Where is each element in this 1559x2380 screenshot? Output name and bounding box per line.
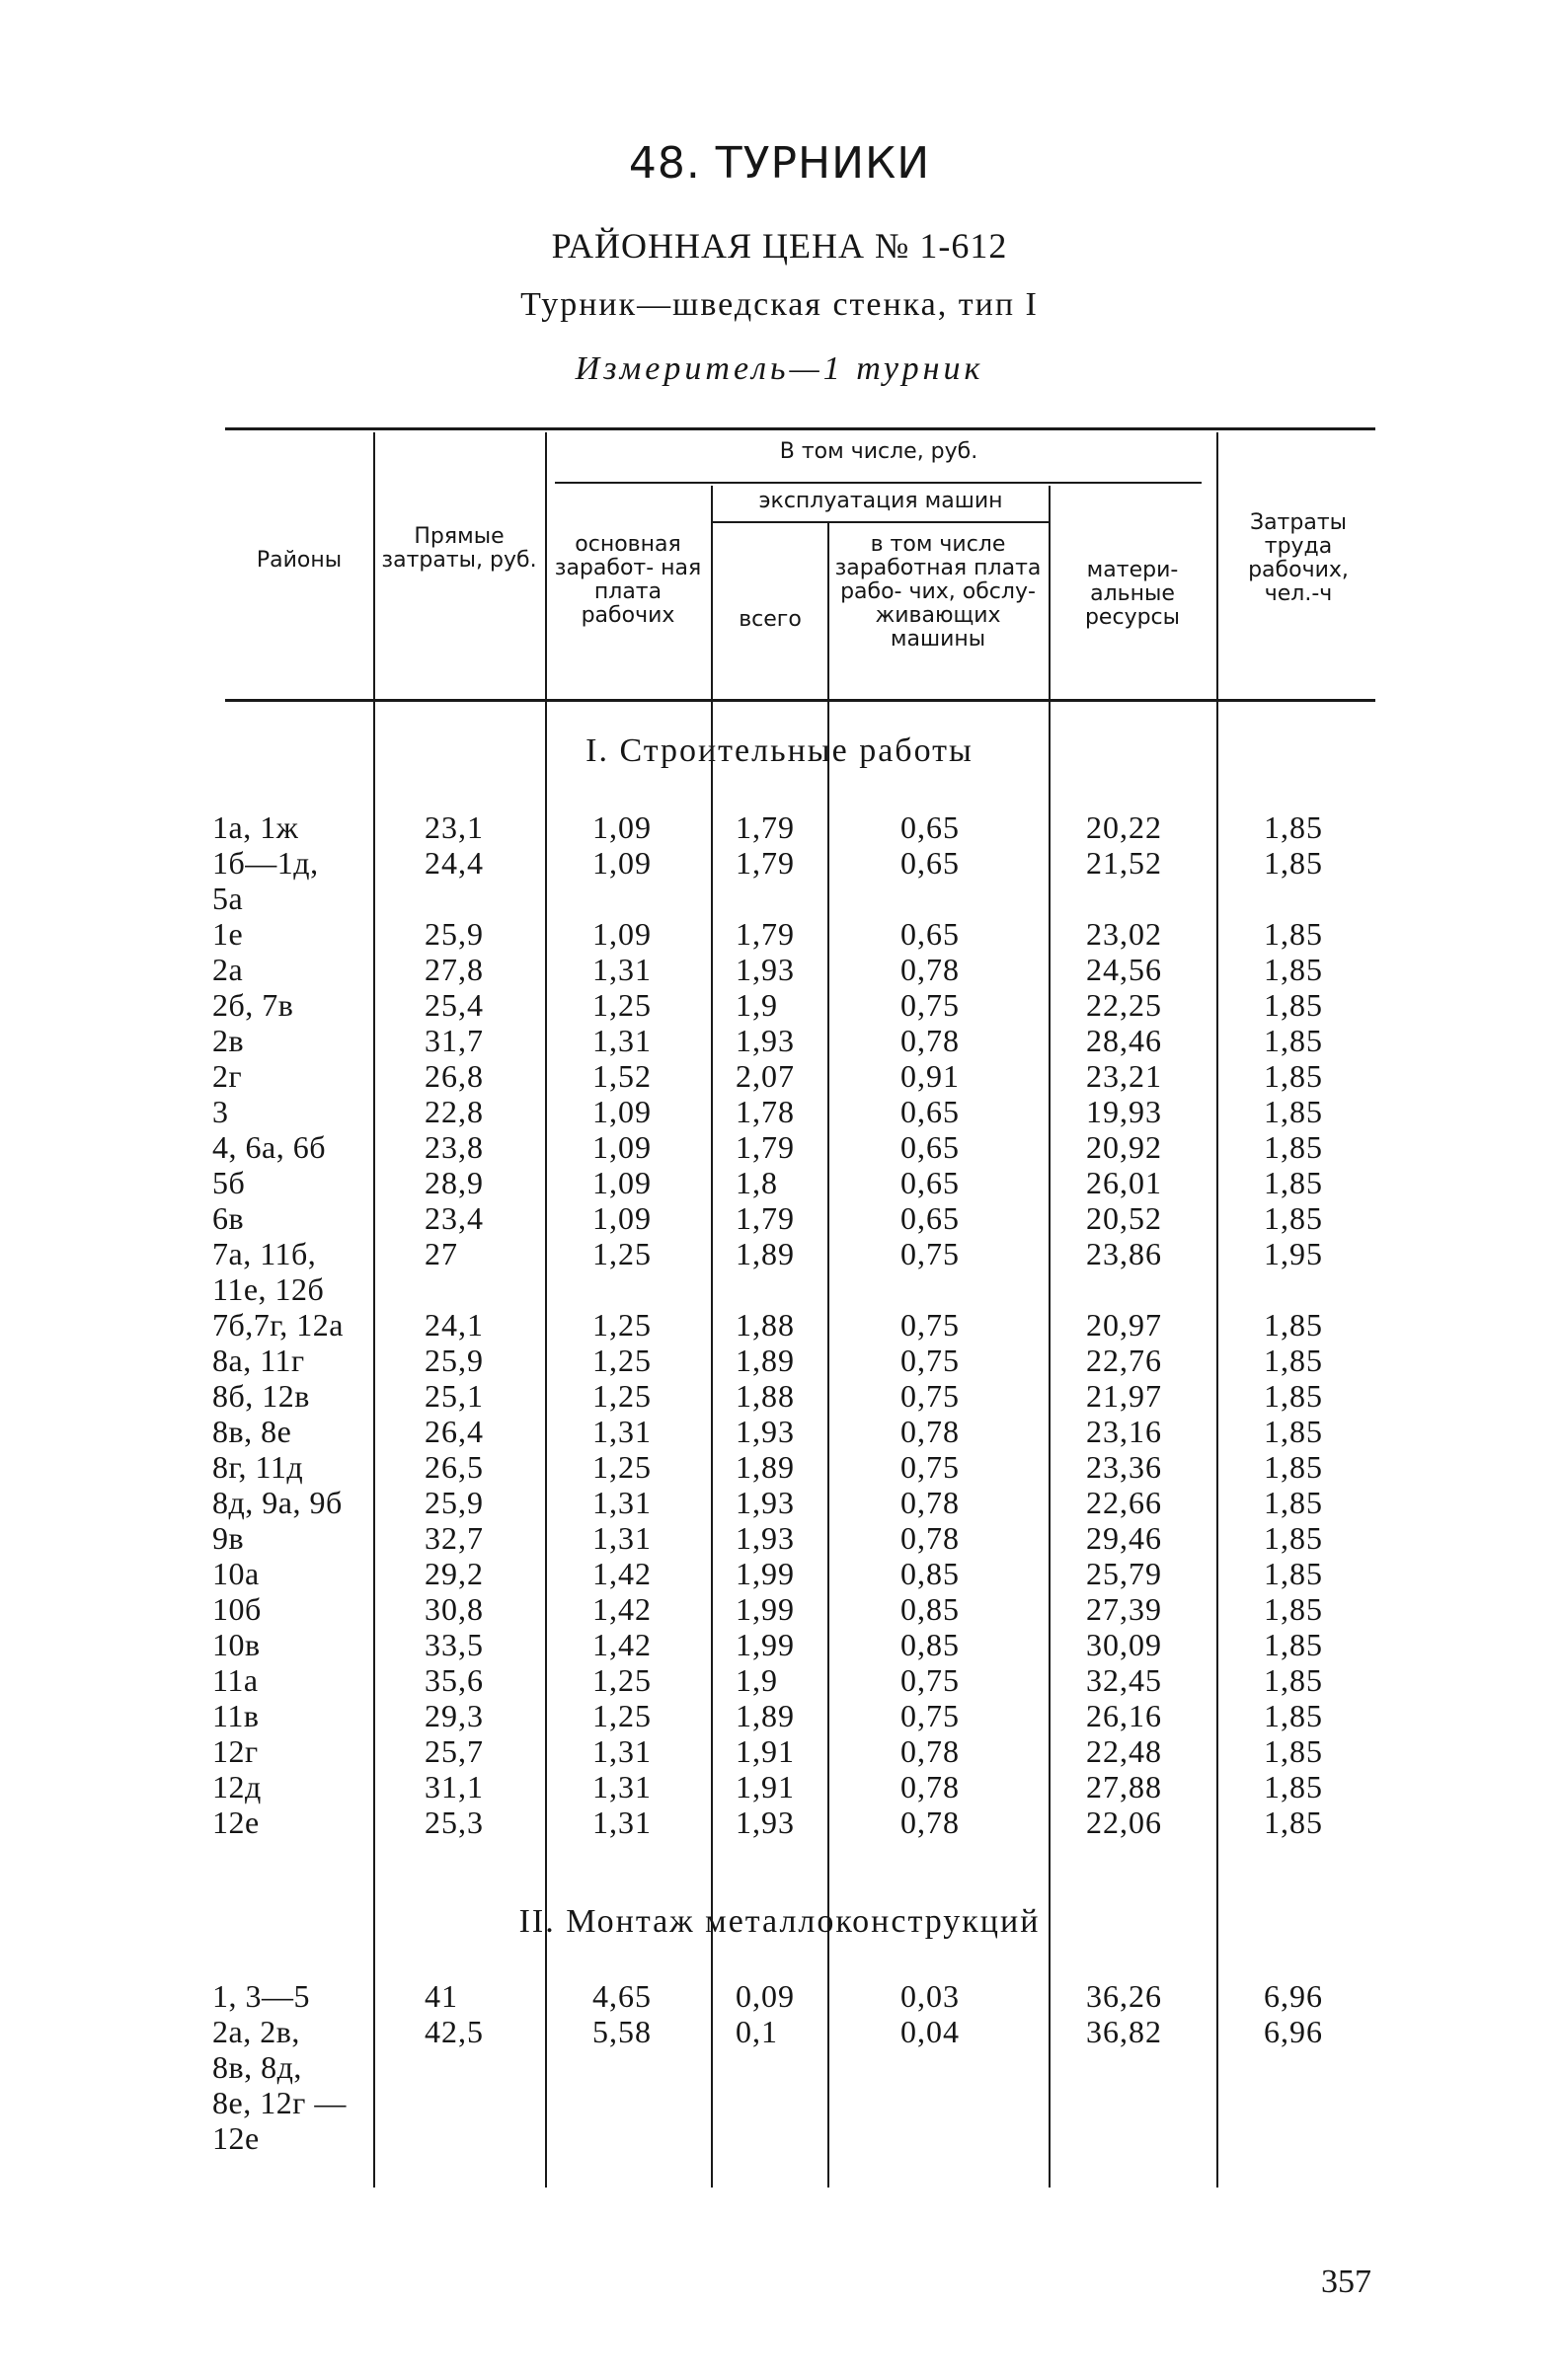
direct-cost-cell: 25,7 [425, 1733, 484, 1769]
region-cell: 9в [212, 1520, 245, 1556]
materials-cell: 32,45 [1086, 1662, 1162, 1698]
machines-total-cell: 1,79 [736, 916, 795, 952]
machines-total-cell: 1,9 [736, 987, 778, 1023]
unit-of-measure: Измеритель—1 турник [575, 350, 984, 387]
base-wage-cell: 1,31 [592, 1520, 652, 1556]
header-machines-wage: в том числе заработная плата рабо- чих, обслу- живающих машины [834, 532, 1042, 652]
labor-cell: 1,85 [1264, 1378, 1323, 1414]
machines-total-cell: 1,99 [736, 1591, 795, 1627]
region-cell: 5б [212, 1165, 246, 1200]
machines-wage-cell: 0,75 [900, 987, 960, 1023]
machines-total-cell: 1,79 [736, 845, 795, 881]
machines-total-cell: 1,93 [736, 952, 795, 987]
direct-cost-cell: 25,3 [425, 1804, 484, 1840]
direct-cost-cell: 28,9 [425, 1165, 484, 1200]
machines-wage-cell: 0,65 [900, 1094, 960, 1129]
direct-cost-cell: 23,1 [425, 809, 484, 845]
base-wage-cell: 1,31 [592, 952, 652, 987]
machines-total-cell: 1,91 [736, 1733, 795, 1769]
region-cell: 2б, 7в [212, 987, 294, 1023]
machines-wage-cell: 0,85 [900, 1591, 960, 1627]
labor-cell: 1,85 [1264, 952, 1323, 987]
base-wage-cell: 1,25 [592, 987, 652, 1023]
base-wage-cell: 1,25 [592, 1662, 652, 1698]
direct-cost-cell: 29,2 [425, 1556, 484, 1591]
direct-cost-cell: 25,9 [425, 1485, 484, 1520]
base-wage-cell: 1,09 [592, 809, 652, 845]
direct-cost-cell: 26,4 [425, 1414, 484, 1449]
region-cell: 8д, 9а, 9б [212, 1485, 343, 1520]
page-number: 357 [1321, 2264, 1371, 2300]
machines-total-cell: 1,79 [736, 1200, 795, 1236]
region-cell: 7б,7г, 12а [212, 1307, 344, 1343]
machines-wage-cell: 0,65 [900, 916, 960, 952]
labor-cell: 6,96 [1264, 2014, 1323, 2049]
direct-cost-cell: 25,1 [425, 1378, 484, 1414]
labor-cell: 1,85 [1264, 1556, 1323, 1591]
region-cell: 11в [212, 1698, 260, 1733]
labor-cell: 1,85 [1264, 1698, 1323, 1733]
region-cell: 1а, 1ж [212, 809, 299, 845]
direct-cost-cell: 22,8 [425, 1094, 484, 1129]
materials-cell: 20,22 [1086, 809, 1162, 845]
labor-cell: 1,85 [1264, 1804, 1323, 1840]
materials-cell: 30,09 [1086, 1627, 1162, 1662]
materials-cell: 23,21 [1086, 1058, 1162, 1094]
region-cell: 4, 6а, 6б [212, 1129, 326, 1165]
region-cell: 1е [212, 916, 244, 952]
labor-cell: 1,85 [1264, 1200, 1323, 1236]
machines-wage-cell: 0,65 [900, 845, 960, 881]
materials-cell: 27,39 [1086, 1591, 1162, 1627]
region-cell: 11а [212, 1662, 259, 1698]
header-machines-total: всего [739, 607, 802, 632]
machines-wage-cell: 0,85 [900, 1556, 960, 1591]
machines-wage-cell: 0,75 [900, 1662, 960, 1698]
base-wage-cell: 1,09 [592, 1200, 652, 1236]
base-wage-cell: 1,25 [592, 1449, 652, 1485]
machines-wage-cell: 0,75 [900, 1343, 960, 1378]
labor-cell: 1,85 [1264, 1058, 1323, 1094]
direct-cost-cell: 23,8 [425, 1129, 484, 1165]
machines-total-cell: 1,93 [736, 1414, 795, 1449]
header-labor: Затраты труда рабочих, чел.-ч [1248, 510, 1349, 606]
direct-cost-cell: 35,6 [425, 1662, 484, 1698]
machines-wage-cell: 0,78 [900, 1520, 960, 1556]
base-wage-cell: 1,09 [592, 845, 652, 881]
direct-cost-cell: 26,8 [425, 1058, 484, 1094]
machines-wage-cell: 0,78 [900, 1023, 960, 1058]
machines-total-cell: 1,89 [736, 1236, 795, 1271]
labor-cell: 1,95 [1264, 1236, 1323, 1271]
base-wage-cell: 1,09 [592, 916, 652, 952]
region-cell: 2а, 2в, 8в, 8д, 8е, 12г — 12е [212, 2014, 347, 2156]
region-cell: 8г, 11д [212, 1449, 304, 1485]
base-wage-cell: 1,42 [592, 1627, 652, 1662]
region-cell: 1б—1д, 5а [212, 845, 319, 916]
base-wage-cell: 1,25 [592, 1236, 652, 1271]
direct-cost-cell: 25,4 [425, 987, 484, 1023]
direct-cost-cell: 26,5 [425, 1449, 484, 1485]
region-cell: 2в [212, 1023, 245, 1058]
region-cell: 10а [212, 1556, 260, 1591]
labor-cell: 1,85 [1264, 1591, 1323, 1627]
header-direct-costs: Прямые затраты, руб. [381, 524, 537, 573]
direct-cost-cell: 27 [425, 1236, 458, 1271]
region-cell: 1, 3—5 [212, 1978, 310, 2014]
direct-cost-cell: 30,8 [425, 1591, 484, 1627]
machines-total-cell: 1,89 [736, 1343, 795, 1378]
labor-cell: 6,96 [1264, 1978, 1323, 2014]
machines-total-cell: 2,07 [736, 1058, 795, 1094]
base-wage-cell: 1,25 [592, 1378, 652, 1414]
direct-cost-cell: 33,5 [425, 1627, 484, 1662]
machines-total-cell: 1,78 [736, 1094, 795, 1129]
header-bottom-rule [225, 699, 1375, 702]
materials-cell: 21,52 [1086, 845, 1162, 881]
materials-cell: 22,06 [1086, 1804, 1162, 1840]
base-wage-cell: 4,65 [592, 1978, 652, 2014]
materials-cell: 22,25 [1086, 987, 1162, 1023]
labor-cell: 1,85 [1264, 1307, 1323, 1343]
region-cell: 8б, 12в [212, 1378, 310, 1414]
machines-wage-cell: 0,78 [900, 1414, 960, 1449]
labor-cell: 1,85 [1264, 1520, 1323, 1556]
labor-cell: 1,85 [1264, 1627, 1323, 1662]
region-cell: 6в [212, 1200, 245, 1236]
labor-cell: 1,85 [1264, 1023, 1323, 1058]
labor-cell: 1,85 [1264, 916, 1323, 952]
labor-cell: 1,85 [1264, 1449, 1323, 1485]
materials-cell: 23,36 [1086, 1449, 1162, 1485]
header-regions: Районы [256, 548, 343, 573]
labor-cell: 1,85 [1264, 1485, 1323, 1520]
region-cell: 7а, 11б, 11е, 12б [212, 1236, 325, 1307]
materials-cell: 26,16 [1086, 1698, 1162, 1733]
machines-total-cell: 1,88 [736, 1307, 795, 1343]
base-wage-cell: 1,25 [592, 1343, 652, 1378]
base-wage-cell: 1,25 [592, 1698, 652, 1733]
base-wage-cell: 1,31 [592, 1733, 652, 1769]
base-wage-cell: 1,52 [592, 1058, 652, 1094]
base-wage-cell: 1,31 [592, 1485, 652, 1520]
machines-wage-cell: 0,65 [900, 809, 960, 845]
direct-cost-cell: 24,4 [425, 845, 484, 881]
materials-cell: 25,79 [1086, 1556, 1162, 1591]
header-base-wage: основная заработ- ная плата рабочих [554, 532, 702, 628]
region-cell: 2г [212, 1058, 243, 1094]
region-cell: 10б [212, 1591, 262, 1627]
section-metal-installation: II. Монтаж металлоконструкций [518, 1903, 1041, 1940]
header-machine-operation: эксплуатация машин [758, 489, 1003, 513]
machines-wage-cell: 0,65 [900, 1129, 960, 1165]
machines-wage-cell: 0,75 [900, 1698, 960, 1733]
machines-total-cell: 1,93 [736, 1485, 795, 1520]
labor-cell: 1,85 [1264, 1733, 1323, 1769]
machines-total-cell: 1,89 [736, 1698, 795, 1733]
section-title: 48. ТУРНИКИ [628, 138, 931, 189]
region-cell: 2а [212, 952, 244, 987]
direct-cost-cell: 27,8 [425, 952, 484, 987]
machines-wage-cell: 0,78 [900, 1733, 960, 1769]
materials-cell: 23,16 [1086, 1414, 1162, 1449]
machines-total-cell: 1,8 [736, 1165, 778, 1200]
labor-cell: 1,85 [1264, 1662, 1323, 1698]
machines-total-cell: 1,91 [736, 1769, 795, 1804]
price-number: РАЙОННАЯ ЦЕНА № 1-612 [551, 226, 1008, 266]
machines-wage-cell: 0,75 [900, 1307, 960, 1343]
machines-wage-cell: 0,78 [900, 1804, 960, 1840]
machines-total-cell: 0,09 [736, 1978, 795, 2014]
item-name: Турник—шведская стенка, тип I [520, 286, 1039, 323]
labor-cell: 1,85 [1264, 1769, 1323, 1804]
machines-total-cell: 1,99 [736, 1556, 795, 1591]
header-materials: матери- альные ресурсы [1084, 558, 1181, 630]
direct-cost-cell: 24,1 [425, 1307, 484, 1343]
materials-cell: 29,46 [1086, 1520, 1162, 1556]
machines-total-cell: 1,89 [736, 1449, 795, 1485]
region-cell: 12г [212, 1733, 259, 1769]
labor-cell: 1,85 [1264, 1094, 1323, 1129]
machines-total-cell: 1,88 [736, 1378, 795, 1414]
machines-wage-cell: 0,91 [900, 1058, 960, 1094]
materials-cell: 36,26 [1086, 1978, 1162, 2014]
table-top-rule [225, 427, 1375, 430]
region-cell: 3 [212, 1094, 229, 1129]
base-wage-cell: 1,31 [592, 1804, 652, 1840]
region-cell: 12е [212, 1804, 260, 1840]
machines-wage-cell: 0,03 [900, 1978, 960, 2014]
machines-wage-cell: 0,04 [900, 2014, 960, 2049]
direct-cost-cell: 25,9 [425, 916, 484, 952]
machines-total-cell: 1,93 [736, 1804, 795, 1840]
machines-total-cell: 1,99 [736, 1627, 795, 1662]
machines-total-cell: 0,1 [736, 2014, 778, 2049]
section-construction-works: I. Строительные работы [585, 732, 974, 769]
machines-wage-cell: 0,75 [900, 1378, 960, 1414]
labor-cell: 1,85 [1264, 845, 1323, 881]
base-wage-cell: 1,09 [592, 1094, 652, 1129]
machines-total-cell: 1,93 [736, 1520, 795, 1556]
region-cell: 10в [212, 1627, 261, 1662]
base-wage-cell: 5,58 [592, 2014, 652, 2049]
labor-cell: 1,85 [1264, 1129, 1323, 1165]
labor-cell: 1,85 [1264, 1414, 1323, 1449]
region-cell: 8в, 8е [212, 1414, 292, 1449]
labor-cell: 1,85 [1264, 1165, 1323, 1200]
machines-wage-cell: 0,78 [900, 1769, 960, 1804]
materials-cell: 26,01 [1086, 1165, 1162, 1200]
including-rule [555, 482, 1202, 484]
direct-cost-cell: 25,9 [425, 1343, 484, 1378]
machines-total-cell: 1,93 [736, 1023, 795, 1058]
machines-wage-cell: 0,65 [900, 1200, 960, 1236]
materials-cell: 24,56 [1086, 952, 1162, 987]
labor-cell: 1,85 [1264, 809, 1323, 845]
machines-wage-cell: 0,78 [900, 952, 960, 987]
machines-total-cell: 1,9 [736, 1662, 778, 1698]
direct-cost-cell: 42,5 [425, 2014, 484, 2049]
materials-cell: 23,02 [1086, 916, 1162, 952]
materials-cell: 28,46 [1086, 1023, 1162, 1058]
base-wage-cell: 1,31 [592, 1414, 652, 1449]
materials-cell: 19,93 [1086, 1094, 1162, 1129]
materials-cell: 22,66 [1086, 1485, 1162, 1520]
region-cell: 8а, 11г [212, 1343, 305, 1378]
direct-cost-cell: 32,7 [425, 1520, 484, 1556]
direct-cost-cell: 41 [425, 1978, 458, 2014]
direct-cost-cell: 23,4 [425, 1200, 484, 1236]
base-wage-cell: 1,42 [592, 1556, 652, 1591]
base-wage-cell: 1,31 [592, 1769, 652, 1804]
materials-cell: 21,97 [1086, 1378, 1162, 1414]
labor-cell: 1,85 [1264, 987, 1323, 1023]
header-including: В том числе, руб. [779, 439, 978, 464]
materials-cell: 23,86 [1086, 1236, 1162, 1271]
base-wage-cell: 1,09 [592, 1129, 652, 1165]
direct-cost-cell: 31,1 [425, 1769, 484, 1804]
machines-wage-cell: 0,75 [900, 1449, 960, 1485]
machines-wage-cell: 0,75 [900, 1236, 960, 1271]
materials-cell: 27,88 [1086, 1769, 1162, 1804]
materials-cell: 20,52 [1086, 1200, 1162, 1236]
direct-cost-cell: 31,7 [425, 1023, 484, 1058]
machines-rule [713, 521, 1049, 523]
labor-cell: 1,85 [1264, 1343, 1323, 1378]
direct-cost-cell: 29,3 [425, 1698, 484, 1733]
machines-wage-cell: 0,65 [900, 1165, 960, 1200]
base-wage-cell: 1,25 [592, 1307, 652, 1343]
materials-cell: 22,76 [1086, 1343, 1162, 1378]
materials-cell: 20,97 [1086, 1307, 1162, 1343]
machines-wage-cell: 0,78 [900, 1485, 960, 1520]
machines-total-cell: 1,79 [736, 809, 795, 845]
region-cell: 12д [212, 1769, 262, 1804]
materials-cell: 20,92 [1086, 1129, 1162, 1165]
machines-wage-cell: 0,85 [900, 1627, 960, 1662]
base-wage-cell: 1,42 [592, 1591, 652, 1627]
machines-total-cell: 1,79 [736, 1129, 795, 1165]
base-wage-cell: 1,09 [592, 1165, 652, 1200]
materials-cell: 36,82 [1086, 2014, 1162, 2049]
materials-cell: 22,48 [1086, 1733, 1162, 1769]
base-wage-cell: 1,31 [592, 1023, 652, 1058]
